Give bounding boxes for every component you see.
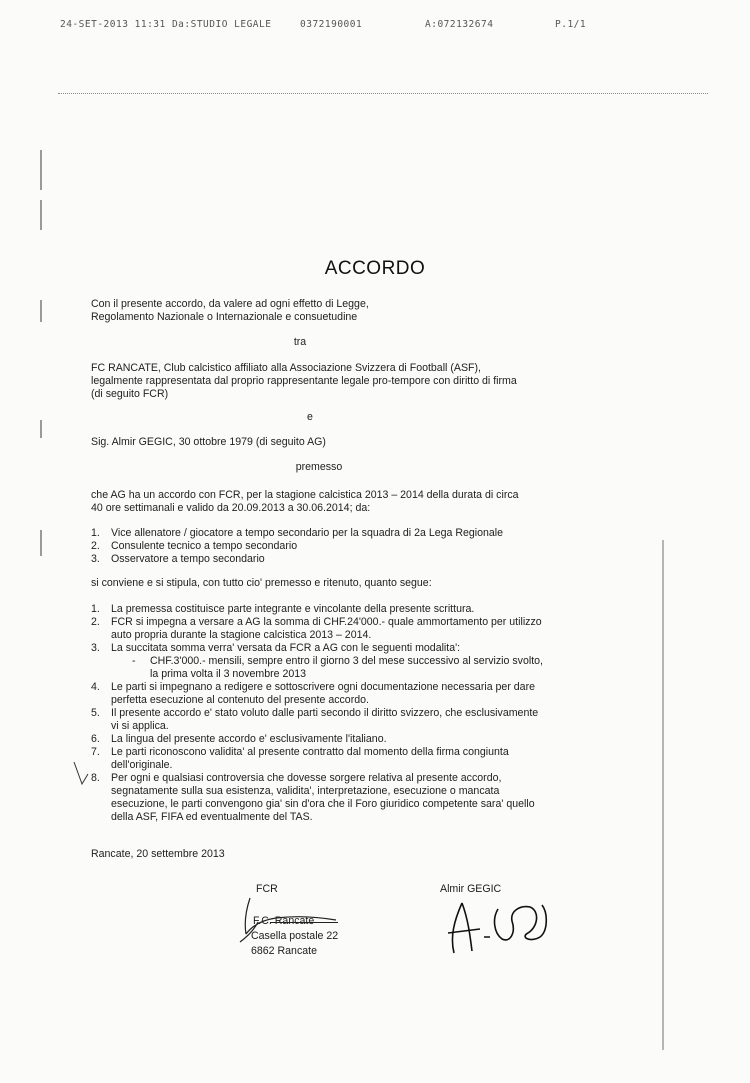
clause-text: Le parti riconoscono validita' al presente contratto dal momento della firma congiunta xyxy=(111,746,509,758)
clause-text: auto propria durante la stagione calcistica 2013 – 2014. xyxy=(111,629,372,641)
e-label: e xyxy=(307,411,313,423)
scan-margin-mark xyxy=(40,150,42,190)
fax-from-number: 0372190001 xyxy=(300,19,363,30)
fax-page-number: P.1/1 xyxy=(555,19,587,30)
party2-line: Sig. Almir GEGIC, 30 ottobre 1979 (di seguito AG) xyxy=(91,436,326,448)
signature-right-scribble xyxy=(440,893,560,963)
clause-sub-text: CHF.3'000.- mensili, sempre entro il giorno 3 del mese successivo al servizio svolto, xyxy=(150,655,543,667)
premise-line-2: 40 ore settimanali e valido da 20.09.2013 a 30.06.2014; da: xyxy=(91,502,371,514)
fax-separator-line xyxy=(58,93,708,94)
clause-number: 1. xyxy=(91,603,100,615)
clause-text: La succitata somma verra' versata da FCR a AG con le seguenti modalita': xyxy=(111,642,461,654)
clause-number: 4. xyxy=(91,681,100,693)
party1-line-1: FC RANCATE, Club calcistico affiliato alla Associazione Svizzera di Football (ASF), xyxy=(91,362,481,374)
tra-label: tra xyxy=(293,336,307,348)
stamp-line-1: F.C. Rancate xyxy=(253,915,315,927)
role-number: 3. xyxy=(91,553,100,565)
clause-number: 7. xyxy=(91,746,100,758)
premesso-label: premesso xyxy=(295,461,343,473)
signature-left-label: FCR xyxy=(256,883,278,895)
clause-number: 2. xyxy=(91,616,100,628)
fax-to-number: A:072132674 xyxy=(425,19,494,30)
clause-number: 5. xyxy=(91,707,100,719)
role-text: Osservatore a tempo secondario xyxy=(111,553,265,565)
party1-line-3: (di seguito FCR) xyxy=(91,388,169,400)
clause-text: La premessa costituisce parte integrante e vincolante della presente scrittura. xyxy=(111,603,475,615)
clause-text: vi si applica. xyxy=(111,720,169,732)
clause-text: Le parti si impegnano a redigere e sottoscrivere ogni documentazione necessaria per dare xyxy=(111,681,535,693)
party1-line-2: legalmente rappresentata dal proprio rappresentante legale pro-tempore con diritto di firma xyxy=(91,375,517,387)
clause-text: Per ogni e qualsiasi controversia che dovesse sorgere relativa al presente accordo, xyxy=(111,772,502,784)
premise-line-1: che AG ha un accordo con FCR, per la stagione calcistica 2013 – 2014 della durata di circa xyxy=(91,489,519,501)
clause-number: 8. xyxy=(91,772,100,784)
clause-sub-dash: - xyxy=(132,655,136,667)
role-text: Vice allenatore / giocatore a tempo secondario per la squadra di 2a Lega Regionale xyxy=(111,527,504,539)
clause-number: 3. xyxy=(91,642,100,654)
signature-left-scribble xyxy=(232,890,342,950)
place-date: Rancate, 20 settembre 2013 xyxy=(91,848,225,860)
clause-text: esecuzione, le parti convengono gia' sin d'ora che il Foro giuridico competente sara' quello xyxy=(111,798,535,810)
fax-datetime-source: 24-SET-2013 11:31 Da:STUDIO LEGALE xyxy=(60,19,272,30)
pen-tick-mark xyxy=(72,760,92,790)
clause-text: della ASF, FIFA ed eventualmente del TAS. xyxy=(111,811,313,823)
scan-right-edge-mark xyxy=(662,540,664,1050)
convene-line: si conviene e si stipula, con tutto cio' premesso e ritenuto, quanto segue: xyxy=(91,577,432,589)
signature-right-label: Almir GEGIC xyxy=(440,883,502,895)
clause-text: dell'originale. xyxy=(111,759,173,771)
role-number: 1. xyxy=(91,527,100,539)
role-text: Consulente tecnico a tempo secondario xyxy=(111,540,298,552)
scan-margin-mark xyxy=(40,200,42,230)
clause-text: La lingua del presente accordo e' esclusivamente l'italiano. xyxy=(111,733,387,745)
scan-margin-mark xyxy=(40,530,42,556)
scan-margin-mark xyxy=(40,300,42,322)
intro-line-1: Con il presente accordo, da valere ad ogni effetto di Legge, xyxy=(91,298,369,310)
clause-sub-text: la prima volta il 3 novembre 2013 xyxy=(150,668,307,680)
stamp-line-3: 6862 Rancate xyxy=(251,945,317,957)
role-number: 2. xyxy=(91,540,100,552)
intro-line-2: Regolamento Nazionale o Internazionale e consuetudine xyxy=(91,311,358,323)
clause-text: Il presente accordo e' stato voluto dalle parti secondo il diritto svizzero, che esclusivamente xyxy=(111,707,539,719)
clause-text: segnatamente sulla sua esistenza, validita', interpretazione, esecuzione o mancata xyxy=(111,785,500,797)
clause-text: perfetta esecuzione al contenuto del presente accordo. xyxy=(111,694,369,706)
stamp-line-2: Casella postale 22 xyxy=(251,930,339,942)
clause-number: 6. xyxy=(91,733,100,745)
document-title: ACCORDO xyxy=(324,258,426,279)
clause-text: FCR si impegna a versare a AG la somma di CHF.24'000.- quale ammortamento per utilizzo xyxy=(111,616,542,628)
